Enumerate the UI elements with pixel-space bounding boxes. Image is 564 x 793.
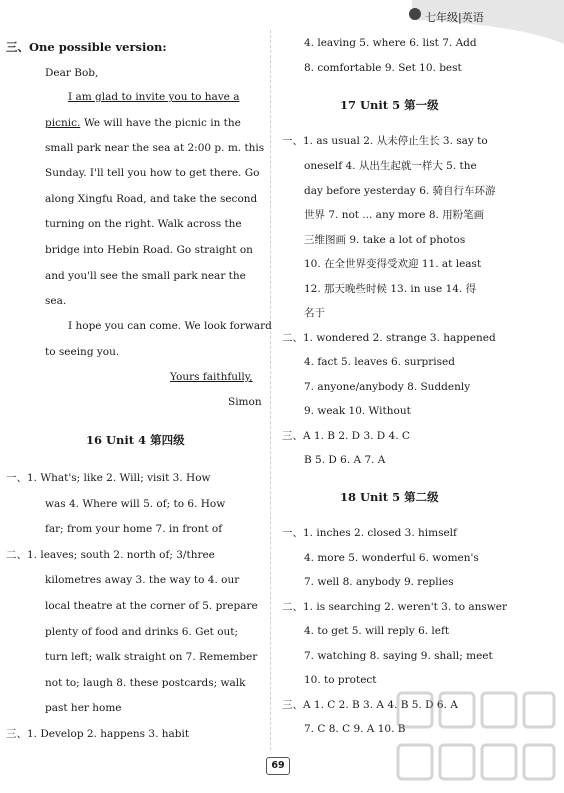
letter-line: Dear Bob,: [45, 67, 99, 79]
answer-line: 二、1. leaves; south 2. north of; 3/three: [6, 549, 215, 561]
section-title-16: 16 Unit 4 第四级: [86, 433, 185, 447]
answer-line: 名于: [304, 307, 325, 319]
answer-line: 三、A 1. B 2. D 3. D 4. C: [282, 430, 410, 442]
letter-line: turning on the right. Walk across the: [45, 218, 242, 230]
answer-line: 4. leaving 5. where 6. list 7. Add: [304, 37, 477, 49]
letter-line: to seeing you.: [45, 346, 120, 358]
answer-line: 4. fact 5. leaves 6. surprised: [304, 356, 455, 368]
letter-line: sea.: [45, 295, 67, 307]
answer-line: 三、A 1. C 2. B 3. A 4. B 5. D 6. A: [282, 699, 458, 711]
letter-line: Sunday. I'll tell you how to get there. Go: [45, 167, 260, 179]
letter-line: and you'll see the small park near the: [45, 270, 246, 282]
answer-line: 7. anyone/anybody 8. Suddenly: [304, 381, 471, 393]
letter-line: We will have the picnic in the: [84, 117, 241, 129]
answer-line: 二、1. is searching 2. weren't 3. to answer: [282, 601, 508, 613]
letter-line: small park near the sea at 2:00 p. m. this: [45, 142, 265, 154]
watermark-logo: [390, 685, 560, 793]
section-title-17: 17 Unit 5 第一级: [340, 98, 439, 112]
answer-line: oneself 4. 从出生起就一样大 5. the: [304, 160, 477, 172]
answer-line: 一、1. as usual 2. 从未停止生长 3. say to: [282, 135, 488, 147]
letter-closing: Yours faithfully,: [170, 371, 253, 383]
answer-line: not to; laugh 8. these postcards; walk: [45, 677, 246, 689]
answer-line: 一、1. What's; like 2. Will; visit 3. How: [6, 472, 211, 484]
answer-line: local theatre at the corner of 5. prepare: [45, 600, 258, 612]
answer-line: 10. to protect: [304, 674, 377, 686]
answer-line: 12. 那天晚些时候 13. in use 14. 得: [304, 283, 477, 295]
answer-line: 三、1. Develop 2. happens 3. habit: [6, 728, 190, 740]
letter-line: picnic.: [45, 117, 81, 129]
answer-line: 7. watching 8. saying 9. shall; meet: [304, 650, 493, 662]
answer-line: far; from your home 7. in front of: [45, 523, 223, 535]
column-divider: [270, 30, 271, 750]
answer-line: turn left; walk straight on 7. Remember: [45, 651, 258, 663]
letter-line: I am glad to invite you to have a: [68, 91, 240, 103]
answer-line: past her home: [45, 702, 122, 714]
page-number: 69: [266, 757, 290, 775]
answer-line: 4. to get 5. will reply 6. left: [304, 625, 450, 637]
answer-line: 10. 在全世界变得受欢迎 11. at least: [304, 258, 482, 270]
answer-line: 7. well 8. anybody 9. replies: [304, 576, 454, 588]
answer-line: 8. comfortable 9. Set 10. best: [304, 62, 462, 74]
answer-line: 7. C 8. C 9. A 10. B: [304, 723, 406, 735]
answer-line: 9. weak 10. Without: [304, 405, 411, 417]
letter-signature: Simon: [228, 396, 262, 408]
answer-line: was 4. Where will 5. of; to 6. How: [45, 498, 226, 510]
writing-heading: 三、One possible version:: [6, 40, 167, 54]
header-title: 七年级|英语: [425, 11, 484, 24]
letter-line: bridge into Hebin Road. Go straight on: [45, 244, 253, 256]
header-dot-icon: [409, 8, 421, 20]
answer-line: B 5. D 6. A 7. A: [304, 454, 386, 466]
answer-line: 一、1. inches 2. closed 3. himself: [282, 527, 457, 539]
section-title-18: 18 Unit 5 第二级: [340, 490, 439, 504]
letter-line: along Xingfu Road, and take the second: [45, 193, 258, 205]
answer-line: 世界 7. not ... any more 8. 用粉笔画: [304, 209, 485, 221]
answer-line: day before yesterday 6. 骑自行车环游: [304, 185, 496, 197]
answer-line: 三维图画 9. take a lot of photos: [304, 234, 466, 246]
answer-line: 4. more 5. wonderful 6. women's: [304, 552, 479, 564]
letter-line: I hope you can come. We look forward: [68, 320, 272, 332]
answer-line: plenty of food and drinks 6. Get out;: [45, 626, 239, 638]
answer-line: 二、1. wondered 2. strange 3. happened: [282, 332, 496, 344]
answer-line: kilometres away 3. the way to 4. our: [45, 574, 240, 586]
